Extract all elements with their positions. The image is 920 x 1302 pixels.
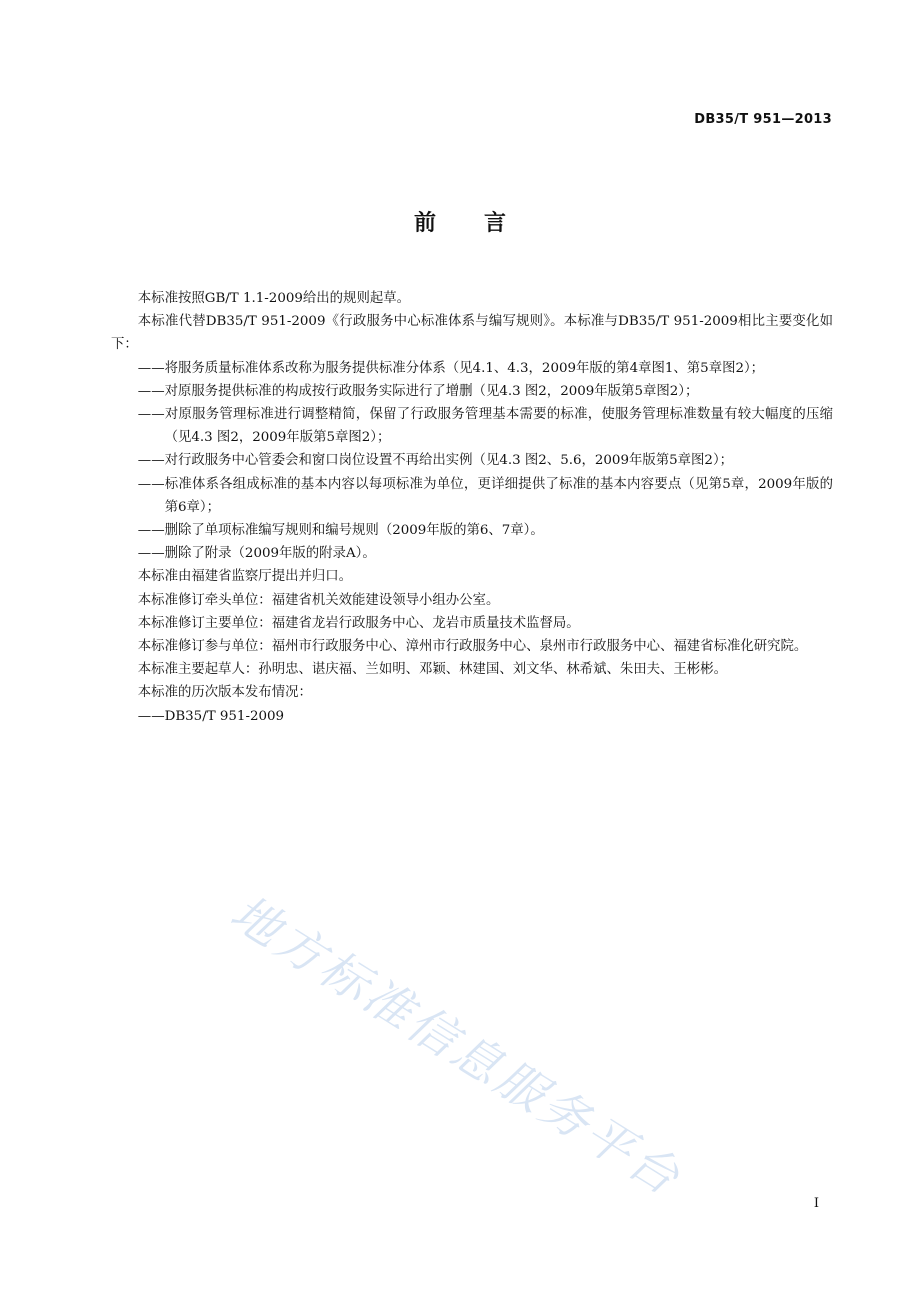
info-version-history-heading: 本标准的历次版本发布情况：: [137, 685, 312, 701]
paragraph-drafting-rules: 本标准按照GB/T 1.1-2009给出的规则起草。: [137, 291, 411, 306]
info-lead-unit: 本标准修订牵头单位：福建省机关效能建设领导小组办公室。: [137, 592, 500, 608]
change-item-3: ——对原服务管理标准进行调整精简，保留了行政服务管理基本需要的标准，使服务管理标准数量有较大幅度的压缩（见4.3 图2，2009年版第5章图2）；: [137, 407, 833, 446]
info-participating-units: 本标准修订参与单位：福州市行政服务中心、漳州市行政服务中心、泉州市行政服务中心、福建省标准化研究院。: [137, 639, 808, 655]
change-item-4: ——对行政服务中心管委会和窗口岗位设置不再给出实例（见4.3 图2、5.6，2009年版第5章图2）；: [137, 453, 734, 469]
document-code: DB35/T 951—2013: [694, 112, 832, 127]
info-main-units: 本标准修订主要单位：福建省龙岩行政服务中心、龙岩市质量技术监督局。: [137, 615, 580, 631]
paragraph-replacement: 本标准代替DB35/T 951-2009《行政服务中心标准体系与编写规则》。本标准与DB35/T 951-2009相比主要变化如下：: [111, 314, 833, 353]
page-number: I: [813, 1196, 819, 1211]
change-item-2: ——对原服务提供标准的构成按行政服务实际进行了增删（见4.3 图2，2009年版第5章图2）；: [137, 383, 699, 399]
info-drafters: 本标准主要起草人：孙明忠、谌庆福、兰如明、邓颖、林建国、刘文华、林希斌、朱田夫、王彬彬。: [137, 662, 727, 678]
history-item-1: ——DB35/T 951-2009: [137, 708, 285, 724]
watermark: 地方标准信息服务平台: [220, 884, 692, 1208]
page-title: 前言: [413, 211, 554, 236]
change-item-1: ——将服务质量标准体系改称为服务提供标准分体系（见4.1、4.3，2009年版的第4章图1、第5章图2）；: [137, 360, 765, 376]
change-item-5: ——标准体系各组成标准的基本内容以每项标准为单位，更详细提供了标准的基本内容要点（见第5章，2009年版的第6章）；: [137, 476, 833, 515]
foreword-body: [111, 287, 833, 728]
change-item-7: ——删除了附录（2009年版的附录A）。: [137, 546, 376, 562]
info-proposer: 本标准由福建省监察厅提出并归口。: [137, 569, 353, 585]
change-item-6: ——删除了单项标准编写规则和编号规则（2009年版的第6、7章）。: [137, 523, 544, 539]
